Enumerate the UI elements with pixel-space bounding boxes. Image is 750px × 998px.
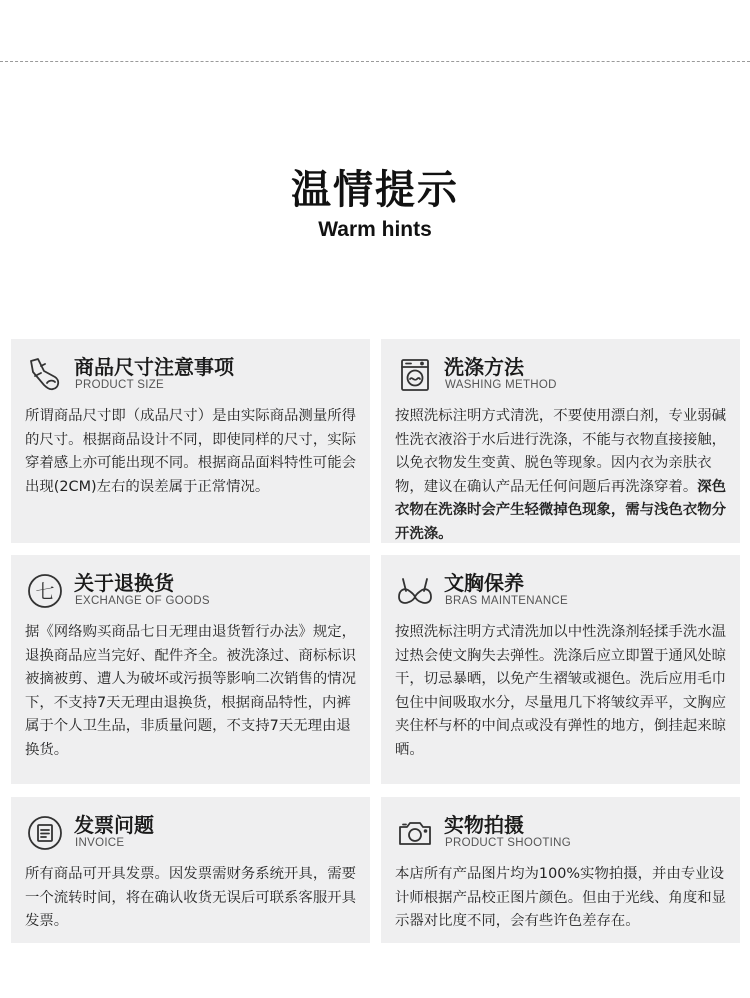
card-bras-maintenance — [381, 555, 740, 784]
card-body — [25, 863, 358, 934]
card-subtitle: PRODUCT SIZE — [75, 379, 165, 391]
card-title: 商品尺寸注意事项 — [74, 355, 234, 379]
dashed-divider — [0, 61, 750, 62]
card-body — [395, 405, 728, 547]
card-product-size — [11, 339, 370, 543]
card-subtitle: PRODUCT SHOOTING — [445, 837, 571, 849]
card-subtitle: EXCHANGE OF GOODS — [75, 595, 210, 607]
invoice-icon — [25, 813, 65, 853]
card-subtitle: BRAS MAINTENANCE — [445, 595, 569, 607]
card-body — [395, 621, 728, 763]
card-body-emphasis: 深色衣物在洗涤时会产生轻微掉色现象，需与浅色衣物分开洗涤。 — [395, 478, 727, 542]
card-body-text: 按照洗标注明方式清洗加以中性洗涤剂轻揉手洗水温过热会使文胸失去弹性。洗涤后应立即置于通风处晾干，切忌暴晒，以免产生褶皱或褪色。洗后应用毛巾包住中间吸取水分，尽量甩几下将皱纹弄平，文胸应夹住杯与杯的中间点或没有弹性的地方，倒挂起来晾晒。 — [395, 624, 726, 758]
card-title: 实物拍摄 — [444, 813, 524, 837]
seven-circle-icon — [25, 571, 65, 611]
card-subtitle: WASHING METHOD — [445, 379, 557, 391]
card-body-text: 所谓商品尺寸即（成品尺寸）是由实际商品测量所得的尺寸。根据商品设计不同，即使同样的尺寸，实际穿着感上亦可能出现不同。根据商品面料特性可能会出现(2CM)左右的误差属于正常情况。 — [25, 408, 356, 495]
card-title: 文胸保养 — [444, 571, 524, 595]
card-subtitle: INVOICE — [75, 837, 125, 849]
card-body-text: 所有商品可开具发票。因发票需财务系统开具，需要一个流转时间，将在确认收货无误后可联系客服开具发票。 — [25, 866, 356, 930]
card-body — [395, 863, 728, 934]
svg-text:七: 七 — [35, 581, 55, 603]
card-title: 关于退换货 — [74, 571, 174, 595]
card-body-text: 按照洗标注明方式清洗，不要使用漂白剂，专业弱碱性洗衣液浴于水后进行洗涤，不能与衣物直接接触，以免衣物发生变黄、脱色等现象。因内衣为亲肤衣物，建议在确认产品无任何问题后再洗涤穿着。 — [395, 408, 726, 495]
sock-icon — [25, 355, 65, 395]
card-washing-method — [381, 339, 740, 543]
page-subtitle: Warm hints — [318, 218, 432, 241]
card-title: 发票问题 — [74, 813, 154, 837]
card-product-shooting — [381, 797, 740, 943]
card-exchange-of-goods — [11, 555, 370, 784]
card-body — [25, 405, 358, 499]
card-body-text: 据《网络购买商品七日无理由退货暂行办法》规定，退换商品应当完好、配件齐全。被洗涤过、商标标识被摘被剪、遭人为破坏或污损等影响二次销售的情况下，不支持7天无理由退换货，根据商品特性，内裤属于个人卫生品，非质量问题，不支持7天无理由退换货。 — [25, 624, 356, 758]
card-body — [25, 621, 358, 763]
bra-icon — [395, 571, 435, 611]
camera-icon — [395, 813, 435, 853]
card-invoice — [11, 797, 370, 943]
card-body-text: 本店所有产品图片均为100%实物拍摄，并由专业设计师根据产品校正图片颜色。但由于光线、角度和显示器对比度不同，会有些许色差存在。 — [395, 866, 726, 930]
card-title: 洗涤方法 — [444, 355, 524, 379]
page-title: 温情提示 — [291, 167, 459, 213]
washing-machine-icon — [395, 355, 435, 395]
